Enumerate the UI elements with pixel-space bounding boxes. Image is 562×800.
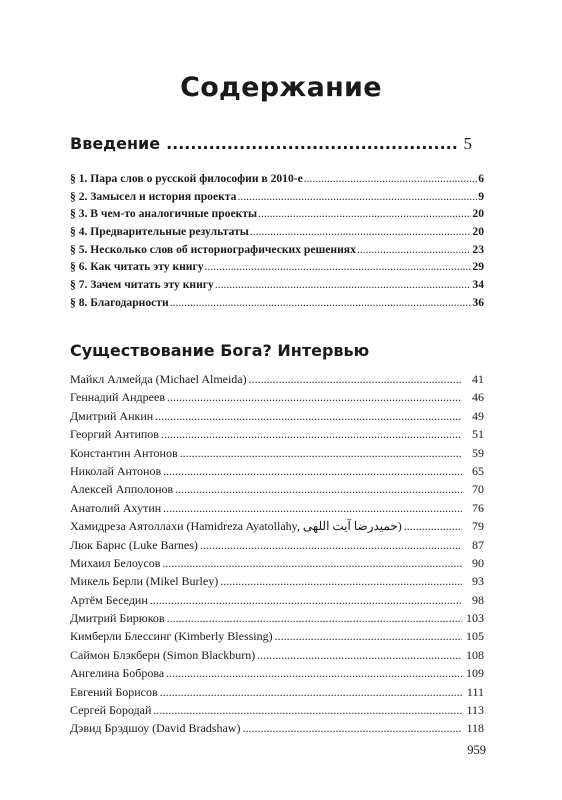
- toc-entry[interactable]: [70, 538, 484, 556]
- dot-leader: [304, 172, 477, 185]
- toc-entry[interactable]: [70, 501, 484, 519]
- dot-leader: [167, 390, 462, 405]
- toc-entry[interactable]: [70, 648, 484, 666]
- dot-leader: [404, 519, 462, 534]
- toc-entry-page: 111: [466, 684, 484, 699]
- toc-entry-page: 113: [466, 703, 484, 718]
- toc-entry-label: Ангелина Боброва: [70, 666, 165, 681]
- toc-entry[interactable]: [70, 296, 484, 314]
- toc-entry[interactable]: [70, 482, 484, 500]
- dot-leader: [258, 207, 471, 220]
- toc-entry-page: 59: [472, 445, 484, 460]
- dot-leader: [205, 260, 472, 273]
- toc-entry[interactable]: [70, 519, 484, 537]
- toc-entry-label: § 3. В чем-то аналогичные проекты: [70, 207, 258, 221]
- toc-entry-label: Хамидреза Аятоллахи (Hamidreza Ayatollahy, حمیدرضا آیت اللهی): [70, 519, 402, 534]
- toc-entry[interactable]: [70, 703, 484, 721]
- page-title: Содержание: [180, 72, 382, 103]
- toc-entry[interactable]: [70, 593, 484, 611]
- toc-entry-label: Михаил Белоусов: [70, 555, 161, 570]
- dot-leader: [166, 666, 462, 681]
- toc-entry-page: 20: [472, 225, 484, 239]
- toc-entry-label: Микель Берли (Mikel Burley): [70, 574, 219, 589]
- toc-entry-page: 49: [472, 408, 484, 423]
- toc-entry-label: § 4. Предварительные результаты: [70, 225, 249, 239]
- toc-entry[interactable]: [70, 427, 484, 445]
- toc-entry-label: Анатолий Ахутин: [70, 500, 162, 515]
- toc-entry-page: 98: [472, 592, 484, 607]
- toc-entry-page: 23: [472, 242, 484, 256]
- toc-entry-label: Майкл Алмейда (Michael Almeida): [70, 372, 247, 386]
- toc-entry-label: Николай Антонов: [70, 463, 162, 478]
- interview-toc-list: [70, 372, 484, 740]
- section-heading: Существование Бога? Интервью: [70, 341, 370, 360]
- intro-heading-label: Введение: [70, 134, 161, 153]
- toc-entry-label: Саймон Блэкберн (Simon Blackburn): [70, 647, 256, 662]
- dot-leader: [250, 225, 472, 238]
- toc-entry[interactable]: [70, 372, 484, 390]
- toc-entry-page: 9: [478, 189, 484, 203]
- dot-leader: [200, 538, 462, 553]
- dot-leader: [215, 278, 472, 291]
- toc-entry[interactable]: [70, 629, 484, 647]
- toc-entry-label: Дмитрий Анкин: [70, 408, 154, 423]
- dot-leader: [167, 611, 462, 626]
- toc-entry[interactable]: [70, 666, 484, 684]
- toc-entry-page: 41: [472, 372, 484, 386]
- toc-entry-label: Геннадий Андреев: [70, 390, 165, 405]
- dot-leader: [163, 501, 462, 516]
- dot-leader: [249, 372, 462, 387]
- toc-entry-page: 93: [472, 574, 484, 589]
- toc-entry[interactable]: [70, 409, 484, 427]
- toc-entry-label: § 1. Пара слов о русской философии в 2010-е: [70, 172, 303, 185]
- toc-entry[interactable]: [70, 721, 484, 739]
- dot-leader: [220, 574, 462, 589]
- toc-entry-label: Кимберли Блессинг (Kimberly Blessing): [70, 629, 273, 644]
- dot-leader: [163, 464, 462, 479]
- toc-entry-label: Константин Антонов: [70, 445, 178, 460]
- dot-leader: [160, 685, 462, 700]
- toc-entry-page: 79: [472, 519, 484, 534]
- toc-entry-label: Сергей Бородай: [70, 703, 152, 718]
- dot-leader: [166, 134, 457, 153]
- toc-entry-label: Артём Беседин: [70, 592, 148, 607]
- toc-entry-page: 34: [472, 278, 484, 292]
- toc-entry-page: 103: [466, 611, 484, 626]
- dot-leader: [153, 703, 462, 718]
- toc-entry[interactable]: [70, 574, 484, 592]
- dot-leader: [242, 721, 462, 736]
- toc-entry[interactable]: [70, 390, 484, 408]
- toc-entry-label: § 5. Несколько слов об историографических решениях: [70, 242, 356, 256]
- dot-leader: [275, 629, 462, 644]
- toc-entry[interactable]: [70, 464, 484, 482]
- toc-entry-label: § 6. Как читать эту книгу: [70, 260, 204, 274]
- toc-entry[interactable]: [70, 207, 484, 225]
- dot-leader: [162, 556, 462, 571]
- dot-leader: [180, 446, 462, 461]
- dot-leader: [357, 243, 472, 256]
- dot-leader: [175, 482, 462, 497]
- toc-entry[interactable]: [70, 243, 484, 261]
- toc-entry[interactable]: [70, 260, 484, 278]
- toc-entry[interactable]: [70, 278, 484, 296]
- toc-entry-page: 105: [466, 629, 484, 644]
- toc-entry[interactable]: [70, 685, 484, 703]
- toc-entry-label: Евгений Борисов: [70, 684, 158, 699]
- intro-heading-row[interactable]: [70, 134, 472, 154]
- toc-entry-page: 65: [472, 463, 484, 478]
- toc-entry-page: 20: [472, 207, 484, 221]
- toc-entry-page: 109: [466, 666, 484, 681]
- toc-entry-page: 108: [466, 647, 484, 662]
- toc-entry-page: 6: [478, 172, 484, 185]
- dot-leader: [155, 409, 462, 424]
- toc-entry-page: 29: [472, 260, 484, 274]
- toc-entry-label: § 2. Замысел и история проекта: [70, 189, 237, 203]
- toc-entry-label: Георгий Антипов: [70, 427, 159, 442]
- toc-entry[interactable]: [70, 225, 484, 243]
- toc-entry-label: § 8. Благодарности: [70, 295, 169, 309]
- toc-entry[interactable]: [70, 446, 484, 464]
- toc-entry-label: § 7. Зачем читать эту книгу: [70, 278, 214, 292]
- intro-toc-list: [70, 172, 484, 314]
- toc-entry-page: 76: [472, 500, 484, 515]
- toc-entry[interactable]: [70, 172, 484, 190]
- dot-leader: [170, 296, 472, 309]
- intro-heading-page: 5: [463, 134, 472, 153]
- toc-entry-label: Люк Барнс (Luke Barnes): [70, 537, 198, 552]
- toc-entry-page: 51: [472, 427, 484, 442]
- toc-entry[interactable]: [70, 611, 484, 629]
- toc-entry-page: 118: [466, 721, 484, 736]
- toc-entry-page: 46: [472, 390, 484, 405]
- toc-entry-page: 36: [472, 295, 484, 309]
- toc-entry-label: Алексей Апполонов: [70, 482, 174, 497]
- toc-entry-label: Дмитрий Бирюков: [70, 611, 165, 626]
- toc-entry-label: Дэвид Брэдшоу (David Bradshaw): [70, 721, 241, 736]
- toc-entry-page: 70: [472, 482, 484, 497]
- dot-leader: [150, 593, 462, 608]
- dot-leader: [237, 190, 477, 203]
- dot-leader: [161, 427, 462, 442]
- toc-entry-page: 87: [472, 537, 484, 552]
- page-number: 959: [467, 743, 486, 757]
- toc-entry[interactable]: [70, 190, 484, 208]
- toc-entry[interactable]: [70, 556, 484, 574]
- dot-leader: [257, 648, 462, 663]
- toc-entry-page: 90: [472, 555, 484, 570]
